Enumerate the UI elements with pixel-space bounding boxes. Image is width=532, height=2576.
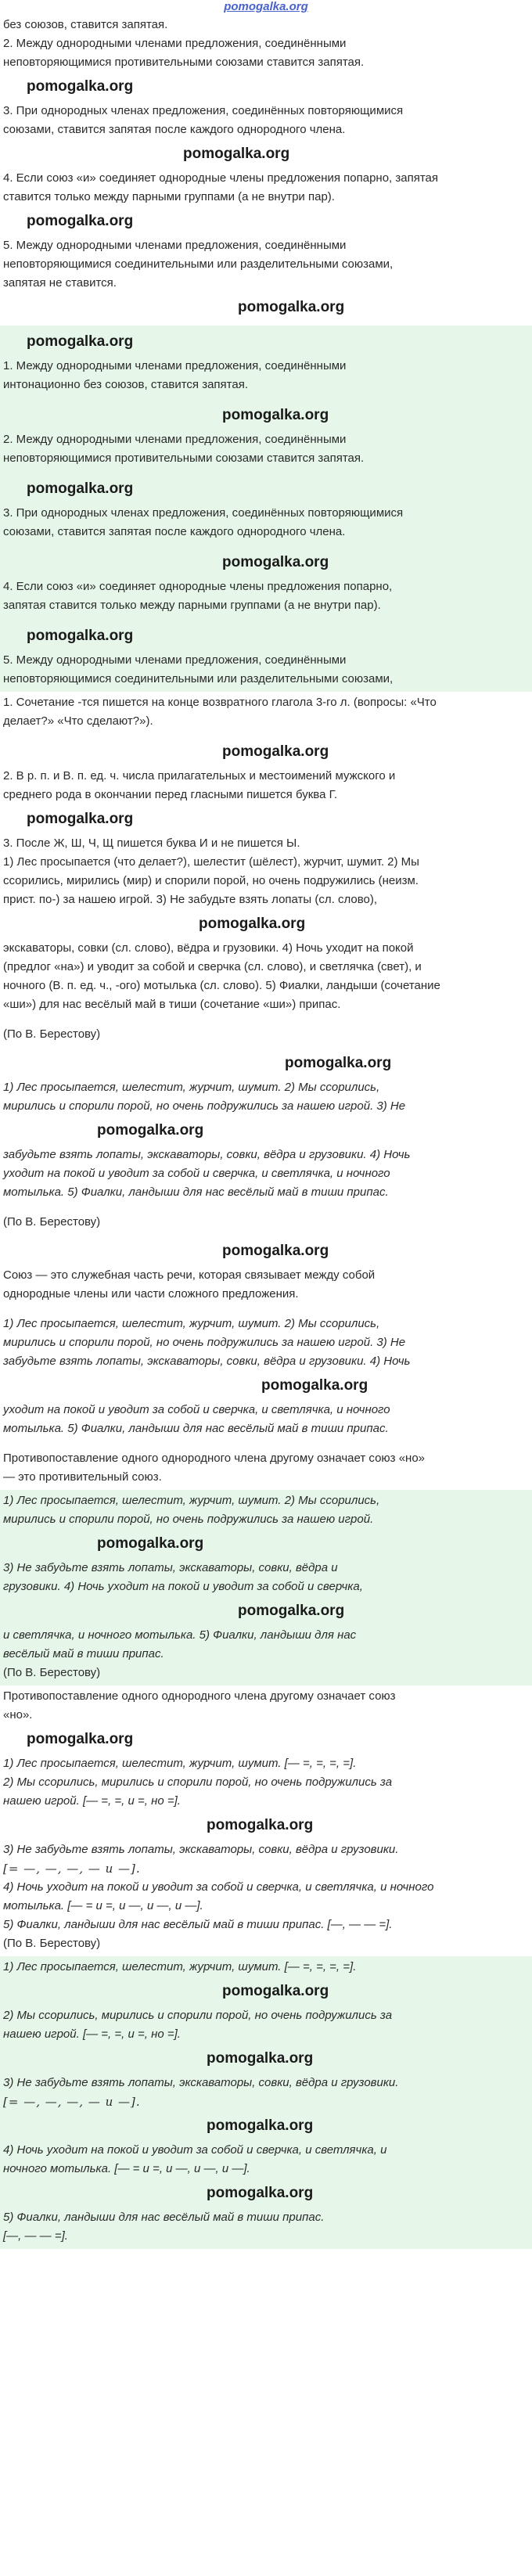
watermark: pomogalka.org [207, 1817, 314, 1833]
watermark: pomogalka.org [222, 1243, 329, 1259]
text-line: [= —, —, —, — и —]. [3, 1862, 141, 1876]
watermark: pomogalka.org [199, 916, 306, 932]
text-line: 1. Между однородными членами предложения, соединёнными [3, 359, 347, 372]
watermark: pomogalka.org [27, 1731, 134, 1747]
text-line: мотылька. 5) Фиалки, ландыши для нас весёлый май в тиши припас. [3, 1422, 389, 1435]
text-line: 4) Ночь уходит на покой и уводит за собой и сверчка, и светлячка, и ночного [3, 1880, 434, 1894]
text-line: 1) Лес просыпается, шелестит, журчит, шумит. [— =, =, =, =]. [3, 1757, 357, 1770]
text-line: 3) Не забудьте взять лопаты, экскаваторы, совки, вёдра и грузовики. [3, 1843, 399, 1856]
text-line: неповторяющимися противительными союзами ставится запятая. [3, 56, 365, 69]
text-line: Противопоставление одного однородного члена другому означает союз «но» [3, 1452, 426, 1465]
section-rules-2 [0, 326, 532, 692]
text-line: мирились и спорили порой, но очень подружились за нашею игрой. 3) Не [3, 1336, 406, 1349]
text-line: 3) Не забудьте взять лопаты, экскаваторы, совки, вёдра и [3, 1561, 338, 1574]
text-line: 1) Лес просыпается, шелестит, журчит, шумит. 2) Мы ссорились, [3, 1317, 380, 1330]
text-line: союзами, ставится запятая после каждого однородного члена. [3, 525, 346, 538]
section-rules-1 [0, 14, 532, 326]
text-line: 1) Лес просыпается, шелестит, журчит, шумит. 2) Мы ссорились, [3, 1081, 380, 1094]
text-line: запятая не ставится. [3, 276, 117, 290]
section-schemes-2 [0, 1956, 532, 2249]
text-line: 2. Между однородными членами предложения, соединёнными [3, 433, 347, 446]
text-line: уходит на покой и уводит за собой и сверчка, и светлячка, и ночного [3, 1167, 390, 1180]
site-title[interactable]: pomogalka.org [224, 0, 308, 13]
text-line: прист. по-) за нашею игрой. 3) Не забудьте взять лопаты (сл. слово), [3, 893, 378, 906]
watermark: pomogalka.org [97, 1535, 204, 1552]
text-line: 1) Лес просыпается (что делает?), шелестит (шёлест), журчит, шумит. 2) Мы [3, 855, 419, 869]
text-line: 1) Лес просыпается, шелестит, журчит, шумит. [— =, =, =, =]. [3, 1960, 357, 1973]
section-text-parsed [0, 1047, 532, 1235]
text-line: мотылька. [— = и =, и —, и —, и —]. [3, 1899, 203, 1912]
text-line: — это противительный союз. [3, 1470, 162, 1484]
text-line: «ши») для нас весёлый май в тиши (сочетание «ши») припас. [3, 998, 341, 1011]
text-line: и светлячка, и ночного мотылька. 5) Фиалки, ландыши для нас [3, 1628, 357, 1642]
text-line: союзами, ставится запятая после каждого однородного члена. [3, 123, 346, 136]
text-line: 4) Ночь уходит на покой и уводит за собой и сверчка, и светлячка, и [3, 2143, 387, 2157]
text-line: однородные члены или части сложного предложения. [3, 1287, 299, 1301]
text-line: (По В. Берестову) [3, 1666, 101, 1679]
watermark: pomogalka.org [261, 1377, 368, 1394]
text-line: ставится только между парными группами (а не внутри пар). [3, 190, 335, 203]
text-line: забудьте взять лопаты, экскаваторы, совки, вёдра и грузовики. 4) Ночь [3, 1355, 411, 1368]
watermark: pomogalka.org [207, 2185, 314, 2201]
watermark: pomogalka.org [27, 78, 134, 95]
text-line: «но». [3, 1708, 33, 1722]
text-line: уходит на покой и уводит за собой и сверчка, и светлячка, и ночного [3, 1403, 390, 1416]
text-line: 2) Мы ссорились, мирились и спорили порой, но очень подружились за [3, 2009, 393, 2022]
text-line: (предлог «на») и уводит за собой и сверчка (сл. слово), и светлячка (свет), и [3, 960, 422, 973]
text-line: 1) Лес просыпается, шелестит, журчит, шумит. 2) Мы ссорились, [3, 1494, 380, 1507]
watermark: pomogalka.org [222, 743, 329, 760]
text-line: Союз — это служебная часть речи, которая связывает между собой [3, 1268, 376, 1282]
text-line: мирились и спорили порой, но очень подружились за нашею игрой. [3, 1513, 374, 1526]
text-line: 5. Между однородными членами предложения, соединёнными [3, 239, 347, 252]
text-line: грузовики. 4) Ночь уходит на покой и уводит за собой и сверчка, [3, 1580, 363, 1593]
text-line: 5) Фиалки, ландыши для нас весёлый май в тиши припас. [3, 2211, 325, 2224]
text-line: весёлый май в тиши припас. [3, 1647, 164, 1660]
text-line: 3. При однородных членах предложения, соединённых повторяющимися [3, 506, 404, 520]
text-line: интонационно без союзов, ставится запятая. [3, 378, 249, 391]
watermark: pomogalka.org [285, 1055, 392, 1071]
text-line: 4. Если союз «и» соединяет однородные члены предложения попарно, запятая [3, 171, 439, 185]
text-line: 3. После Ж, Ш, Ч, Щ пишется буква И и не пишется Ы. [3, 836, 300, 850]
text-line: [= —, —, —, — и —]. [3, 2095, 141, 2109]
section-schemes-1 [0, 1686, 532, 1956]
watermark: pomogalka.org [183, 146, 290, 162]
watermark: pomogalka.org [97, 1122, 204, 1139]
text-line: ночного мотылька. [— = и =, и —, и —, и —]. [3, 2162, 250, 2175]
text-line: 2) Мы ссорились, мирились и спорили порой, но очень подружились за [3, 1775, 393, 1789]
text-line: без союзов, ставится запятая. [3, 18, 168, 31]
text-line: неповторяющимися соединительными или разделительными союзами, [3, 257, 394, 271]
watermark: pomogalka.org [222, 407, 329, 423]
text-line: нашею игрой. [— =, =, и =, но =]. [3, 1794, 181, 1808]
watermark: pomogalka.org [238, 1603, 345, 1619]
text-line: делает?» «Что сделают?»). [3, 714, 153, 728]
watermark: pomogalka.org [207, 2050, 314, 2067]
text-line: неповторяющимися противительными союзами ставится запятая. [3, 452, 365, 465]
section-conjunctions [0, 1235, 532, 1490]
watermark: pomogalka.org [27, 811, 134, 827]
text-line: 2. Между однородными членами предложения, соединёнными [3, 37, 347, 50]
watermark: pomogalka.org [27, 333, 134, 350]
text-line: 1. Сочетание -тся пишется на конце возвратного глагола 3-го л. (вопросы: «Что [3, 696, 437, 709]
text-line: среднего рода в окончании перед гласными пишется буква Г. [3, 788, 338, 801]
text-line: (По В. Берестову) [3, 1937, 101, 1950]
text-line: мирились и спорили порой, но очень подружились за нашею игрой. 3) Не [3, 1099, 406, 1113]
watermark: pomogalka.org [222, 1983, 329, 1999]
text-line: мотылька. 5) Фиалки, ландыши для нас весёлый май в тиши припас. [3, 1185, 389, 1199]
text-line: запятая ставится только между парными группами (а не внутри пар). [3, 599, 381, 612]
text-line: 3) Не забудьте взять лопаты, экскаваторы, совки, вёдра и грузовики. [3, 2076, 399, 2089]
text-line: (По В. Берестову) [3, 1215, 101, 1229]
section-spelling [0, 692, 532, 1047]
watermark: pomogalka.org [27, 480, 134, 497]
text-line: 5) Фиалки, ландыши для нас весёлый май в тиши припас. [—, — — =]. [3, 1918, 393, 1931]
text-line: нашею игрой. [— =, =, и =, но =]. [3, 2027, 181, 2041]
text-line: 3. При однородных членах предложения, соединённых повторяющимися [3, 104, 404, 117]
watermark: pomogalka.org [27, 628, 134, 644]
text-line: забудьте взять лопаты, экскаваторы, совки, вёдра и грузовики. 4) Ночь [3, 1148, 411, 1161]
watermark: pomogalka.org [27, 213, 134, 229]
text-line: ссорились, мирились (мир) и спорили порой, но очень подружились (неизм. [3, 874, 419, 887]
text-line: ночного (В. п. ед. ч., -ого) мотылька (сл. слово). 5) Фиалки, ландыши (сочетание [3, 979, 440, 992]
watermark: pomogalka.org [222, 554, 329, 570]
text-line: (По В. Берестову) [3, 1027, 101, 1041]
text-line: 5. Между однородными членами предложения, соединёнными [3, 653, 347, 667]
section-text-boxed [0, 1490, 532, 1686]
text-line: Противопоставление одного однородного члена другому означает союз [3, 1689, 396, 1703]
text-line: [—, — — =]. [3, 2229, 68, 2243]
watermark: pomogalka.org [207, 2117, 314, 2134]
text-line: неповторяющимися соединительными или разделительными союзами, [3, 672, 394, 685]
text-line: экскаваторы, совки (сл. слово), вёдра и грузовики. 4) Ночь уходит на покой [3, 941, 414, 955]
watermark: pomogalka.org [238, 299, 345, 315]
text-line: 4. Если союз «и» соединяет однородные члены предложения попарно, [3, 580, 393, 593]
text-line: 2. В р. п. и В. п. ед. ч. числа прилагательных и местоимений мужского и [3, 769, 396, 783]
